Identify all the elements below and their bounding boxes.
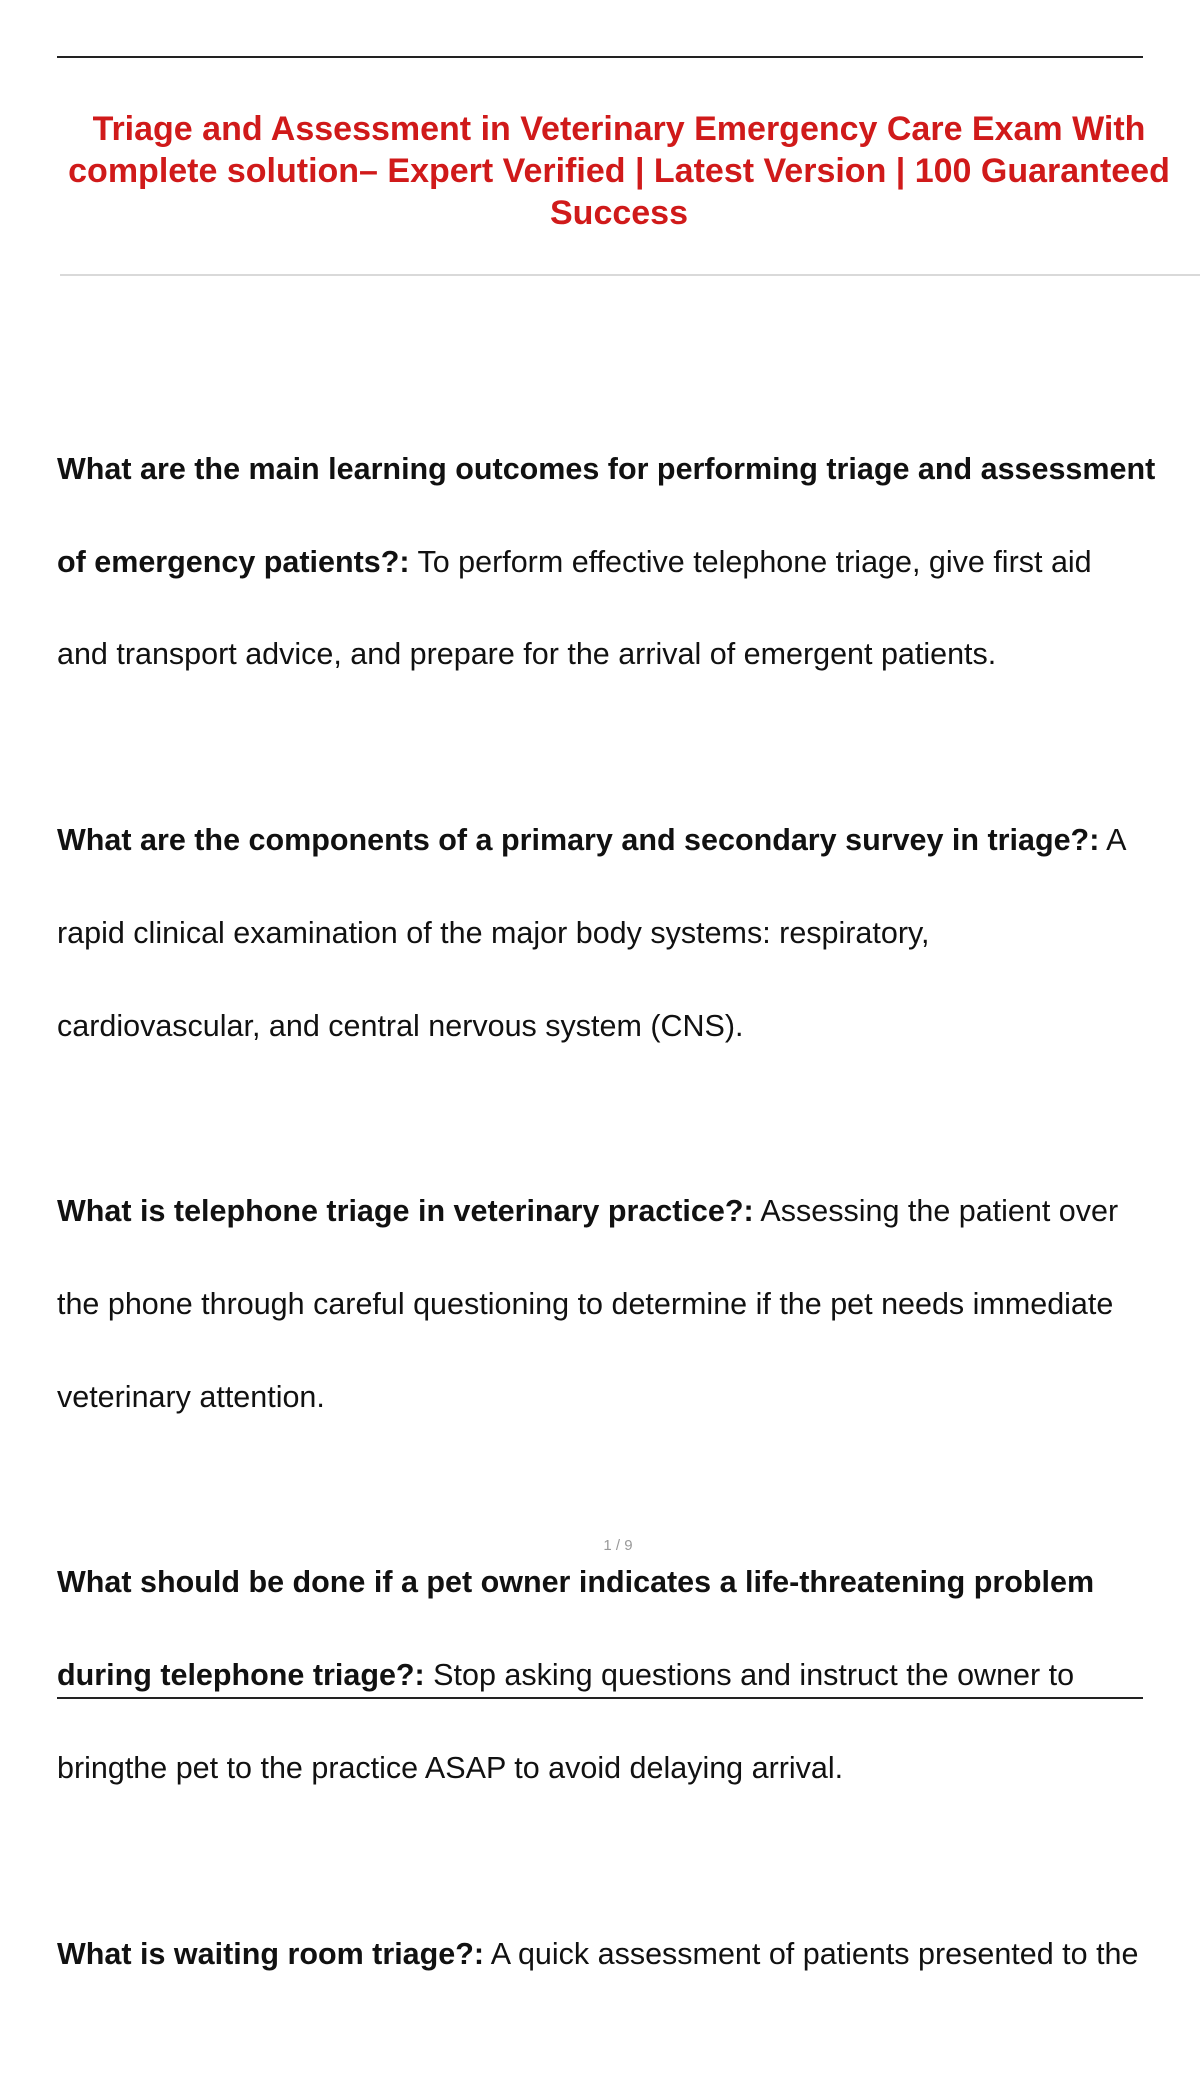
qa-list xyxy=(57,330,1200,2093)
qa-item xyxy=(57,794,1200,1072)
answer-text: Assessing the patient over the phone through careful questioning to determine if the pet needs immediate veterinary attention. xyxy=(57,1194,1119,1414)
answer-text: A rapid clinical examination of the major body systems: respiratory, cardiovascular, and central nervous system (CNS). xyxy=(57,822,1127,1043)
question-text: What should be done if a pet owner indicates a life-threatening problem during telephone triage?: xyxy=(57,1565,1095,1693)
qa-item xyxy=(57,423,1200,701)
qa-item xyxy=(57,1536,1200,1814)
answer-text: A quick assessment of patients presented to the xyxy=(484,1936,1139,1971)
document-title: Triage and Assessment in Veterinary Emergency Care Exam With complete solution– Expert Verified | Latest Version | 100 Guaranteed Success xyxy=(68,110,1170,232)
answer-text: To perform effective telephone triage, give first aid and transport advice, and prepare for the arrival of emergent patients. xyxy=(57,544,1092,672)
question-text: What is telephone triage in veterinary practice?: xyxy=(57,1194,754,1229)
question-text: What are the main learning outcomes for performing triage and assessment of emergency patients?: xyxy=(57,451,1156,579)
qa-item xyxy=(57,1908,1200,2001)
qa-item xyxy=(57,1165,1200,1443)
top-divider xyxy=(57,56,1143,58)
answer-text: Stop asking questions and instruct the owner to bringthe pet to the practice ASAP to avoid delaying arrival. xyxy=(57,1658,1075,1785)
question-text: What is waiting room triage?: xyxy=(57,1936,485,1971)
page-number: 1 / 9 xyxy=(603,1537,633,1554)
question-text: What are the components of a primary and secondary survey in triage?: xyxy=(57,822,1100,857)
title-divider xyxy=(60,274,1200,276)
bottom-divider xyxy=(57,1697,1143,1699)
